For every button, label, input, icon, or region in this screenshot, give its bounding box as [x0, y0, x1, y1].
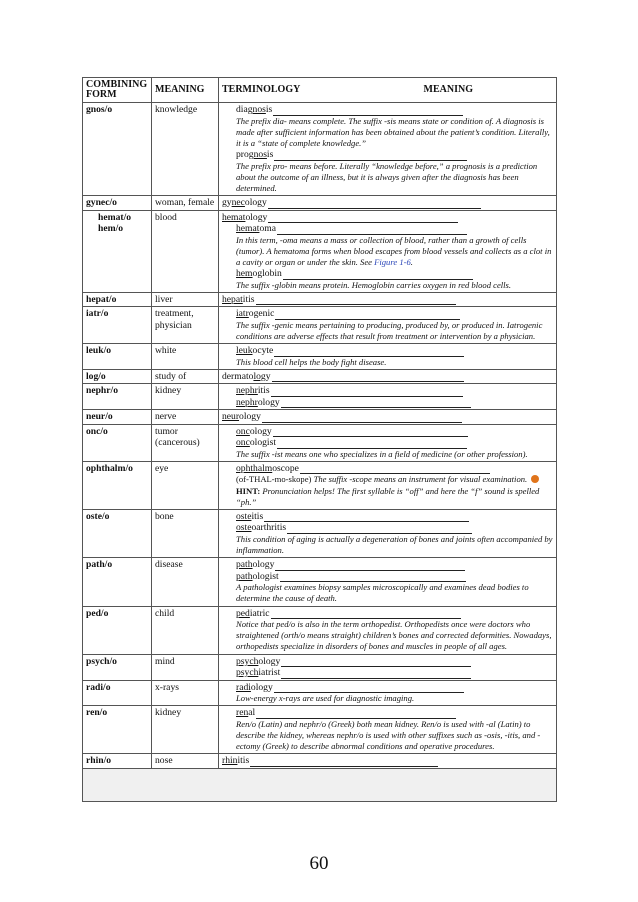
combining-form-cell [83, 558, 152, 606]
term-suffix-text: iatrist [258, 667, 281, 679]
term-explanation [222, 693, 553, 704]
term-suffix-text: ology [249, 425, 272, 437]
meaning-cell: child [152, 606, 219, 654]
terminology-cell [219, 461, 557, 509]
term-line [222, 707, 553, 719]
term-root-underlined: oste [236, 510, 252, 522]
explanation-text: Notice that ped/o is also in the term orthopedist. Orthopedists once were doctors who straightened (orth/o means straight) children’s bones and corrected deformities. Nowadays, orthopedists specialize in disorders of bones and muscles in people of all ages. [236, 619, 552, 652]
term-explanation [222, 235, 553, 269]
term-root-underlined: path [236, 559, 253, 571]
term-word [222, 197, 267, 209]
meaning-answer-blank[interactable] [283, 271, 473, 280]
term-root-underlined: psych [236, 667, 259, 679]
terminology-cell [219, 654, 557, 680]
term-word [236, 707, 255, 719]
terminology-cell [219, 680, 557, 706]
term-word [236, 268, 282, 280]
table-row [83, 606, 557, 654]
term-suffix-text: ology [244, 197, 267, 209]
figure-link[interactable]: Figure 1-6 [374, 256, 411, 267]
table-row [83, 292, 557, 307]
combining-form: gynec/o [86, 197, 117, 209]
meaning-answer-blank[interactable] [256, 296, 456, 305]
term-explanation [222, 320, 553, 342]
term-root-underlined: onc [236, 425, 250, 437]
term-word [236, 437, 276, 449]
table-row [83, 344, 557, 370]
meaning-answer-blank[interactable] [274, 348, 464, 357]
combining-form: hepat/o [86, 293, 117, 305]
combining-form: iatr/o [86, 308, 109, 320]
combining-form: psych/o [86, 655, 117, 667]
term-prefix-text: dermato [222, 370, 254, 382]
combining-form-cell [83, 461, 152, 509]
table-row [83, 196, 557, 211]
term-suffix-text: is [266, 149, 274, 161]
table-row [83, 680, 557, 706]
term-line [222, 522, 553, 534]
meaning-cell: nose [152, 754, 219, 769]
header-terminology-meaning [219, 78, 557, 103]
term-line [222, 268, 553, 280]
table-row [83, 706, 557, 754]
term-root-underlined: hemat [222, 211, 246, 223]
meaning-answer-blank[interactable] [272, 373, 464, 382]
meaning-cell: white [152, 344, 219, 370]
term-root-underlined: hepat [222, 293, 243, 305]
term-word [222, 411, 261, 423]
explanation-text: The suffix -genic means pertaining to producing, produced by, or produced in. Iatrogenic conditions are adverse effects that result from treatment or intervention by a physician. [236, 319, 543, 341]
hint-bullet-icon [531, 475, 539, 483]
table-row [83, 461, 557, 509]
term-line [222, 308, 553, 320]
table-row [83, 210, 557, 292]
term-word [236, 667, 280, 679]
term-word [236, 682, 273, 694]
term-word [222, 371, 271, 383]
term-suffix-text: itis [237, 755, 250, 767]
combining-form-cell [83, 754, 152, 769]
terminology-cell [219, 410, 557, 425]
meaning-answer-blank[interactable] [287, 525, 472, 534]
term-suffix-text: oarthritis [251, 522, 287, 534]
meaning-answer-blank[interactable] [250, 758, 438, 767]
combining-form-cell [83, 292, 152, 307]
term-explanation [222, 357, 553, 368]
term-line [222, 371, 553, 383]
term-line [222, 411, 553, 423]
term-prefix-text: prog [236, 149, 254, 161]
meaning-cell: disease [152, 558, 219, 606]
explanation-text: This condition of aging is actually a degeneration of bones and joints often accompanied by inflammation. [236, 533, 553, 556]
table-row [83, 754, 557, 769]
terminology-cell [219, 754, 557, 769]
combining-form-cell [83, 196, 152, 211]
pronunciation-note [222, 474, 553, 508]
combining-form: leuk/o [86, 345, 112, 357]
term-explanation [222, 449, 553, 460]
term-word [236, 656, 280, 668]
table-row [83, 654, 557, 680]
meaning-answer-blank[interactable] [273, 107, 463, 116]
combining-form: ren/o [86, 707, 108, 719]
term-word [236, 426, 272, 438]
meaning-cell: treatment, physician [152, 307, 219, 344]
term-suffix-text: oma [259, 223, 276, 235]
meaning-cell: nerve [152, 410, 219, 425]
term-line [222, 212, 553, 224]
term-line [222, 755, 553, 767]
term-root-underlined: oste [236, 522, 252, 534]
term-root-underlined: ophthalm [236, 462, 273, 474]
term-line [222, 197, 553, 209]
table-row [83, 103, 557, 196]
explanation-text: Ren/o (Latin) and nephr/o (Greek) both mean kidney. Ren/o is used with -al (Latin) to describe the kidney, whereas nephr/o is used with other suffixes such as -osis, -itis, and -ectomy (Greek) to describe abnormal conditions and operative procedures. [236, 718, 541, 752]
combining-form: hemat/o [98, 211, 132, 223]
meaning-cell: mind [152, 654, 219, 680]
combining-form-cell [83, 384, 152, 410]
term-line [222, 397, 553, 409]
term-explanation [222, 719, 553, 753]
term-suffix-text: itis [257, 385, 270, 397]
combining-form-cell [83, 606, 152, 654]
meaning-answer-blank[interactable] [281, 658, 471, 667]
meaning-cell: kidney [152, 706, 219, 754]
meaning-answer-blank[interactable] [280, 573, 466, 582]
term-suffix-text: ology [258, 655, 281, 667]
term-line [222, 667, 553, 679]
meaning-answer-blank[interactable] [264, 513, 469, 522]
combining-form: log/o [86, 370, 106, 382]
explanation-text: The prefix dia- means complete. The suffix -sis means state or condition of. A diagnosis is made after sufficient information has been obtained about the patient’s condition. Literally, it is a “state of complete knowledge.” [236, 115, 550, 148]
term-word [236, 511, 263, 523]
terminology-cell [219, 369, 557, 384]
term-suffix-text: is [265, 104, 273, 115]
explanation-text-end: . [410, 256, 413, 267]
meaning-cell: kidney [152, 384, 219, 410]
meaning-cell: liver [152, 292, 219, 307]
term-word [236, 149, 273, 161]
meaning-cell: x-rays [152, 680, 219, 706]
terminology-cell [219, 344, 557, 370]
explanation-text: The suffix -globin means protein. Hemoglobin carries oxygen in red blood cells. [236, 279, 512, 290]
term-word [236, 223, 276, 235]
meaning-cell: eye [152, 461, 219, 509]
term-line [222, 345, 553, 357]
term-root-underlined: iatr [236, 308, 249, 320]
meaning-cell: bone [152, 509, 219, 557]
hint-text: Pronunciation helps! The first syllable is “off” and here the “f” sound is spelled “ph.” [236, 485, 540, 507]
combining-form: nephr/o [86, 385, 118, 397]
table-row [83, 424, 557, 461]
meaning-answer-blank[interactable] [281, 399, 471, 408]
meaning-answer-blank[interactable] [274, 152, 467, 161]
term-root-underlined: nos [252, 104, 266, 115]
combining-form-cell [83, 509, 152, 557]
explanation-text: The suffix -ist means one who specializes in a field of medicine (or other profession). [236, 448, 528, 459]
term-word [222, 294, 255, 306]
term-line [222, 149, 553, 161]
table-row [83, 307, 557, 344]
term-suffix-text: ology [250, 681, 273, 693]
term-suffix-text: ology [239, 411, 261, 423]
terminology-cell [219, 210, 557, 292]
term-suffix-text: ology [252, 559, 275, 571]
header-meaning-2: MEANING [423, 83, 473, 95]
meaning-cell: blood [152, 210, 219, 292]
term-root-underlined: nos [253, 149, 267, 161]
explanation-text: A pathologist examines biopsy samples microscopically and examines dead bodies to determine the cause of death. [236, 582, 529, 604]
terminology-cell [219, 558, 557, 606]
term-explanation [222, 582, 553, 604]
term-line [222, 426, 553, 438]
combining-form-cell [83, 344, 152, 370]
term-word [236, 397, 280, 409]
term-suffix-text: al [248, 707, 256, 719]
combining-form-cell [83, 103, 152, 196]
term-line [222, 656, 553, 668]
term-word [222, 755, 249, 767]
header-meaning: MEANING [152, 78, 219, 103]
terminology-cell [219, 196, 557, 211]
term-root-underlined: nephr [236, 396, 258, 408]
term-suffix-text: ology [257, 396, 280, 408]
term-suffix-text: ology [245, 211, 268, 223]
term-word [236, 104, 272, 116]
term-suffix-text: itis [242, 293, 255, 305]
term-root-underlined: neur [222, 411, 240, 423]
hint-label: HINT: [236, 485, 261, 496]
combining-form: hem/o [98, 223, 124, 235]
terminology-cell [219, 606, 557, 654]
combining-forms-table [82, 77, 557, 769]
combining-form-cell [83, 369, 152, 384]
terminology-cell [219, 424, 557, 461]
combining-form: ophthalm/o [86, 462, 133, 474]
combining-form: path/o [86, 559, 113, 571]
term-word [236, 385, 270, 397]
empty-table-row [82, 769, 557, 802]
term-suffix-text: ologist [252, 570, 279, 582]
combining-form: gnos/o [86, 104, 113, 115]
page-number: 60 [309, 853, 329, 874]
meaning-answer-blank[interactable] [274, 684, 464, 693]
table-header-row [83, 78, 557, 103]
meaning-answer-blank[interactable] [281, 670, 471, 679]
term-root-underlined: log [253, 370, 266, 382]
meaning-answer-blank[interactable] [271, 388, 463, 397]
explanation-text: This blood cell helps the body fight disease. [236, 356, 387, 367]
meaning-answer-blank[interactable] [277, 440, 467, 449]
term-root-underlined: rhin [222, 755, 238, 767]
combining-form-cell [83, 706, 152, 754]
meaning-answer-blank[interactable] [277, 226, 467, 235]
term-suffix-text: y [265, 370, 271, 382]
terminology-cell [219, 307, 557, 344]
explanation-text: In this term, -oma means a mass or collection of blood, rather than a growth of cells (tumor). A hematoma forms when blood escapes from blood vessels and collects as a clot in a cavity or organ or under the skin. See [236, 234, 552, 267]
combining-form: ped/o [86, 607, 109, 619]
combining-form-cell [83, 654, 152, 680]
term-root-underlined: psych [236, 655, 259, 667]
meaning-answer-blank[interactable] [275, 562, 465, 571]
table-row [83, 410, 557, 425]
term-line [222, 223, 553, 235]
term-explanation [222, 280, 553, 291]
term-prefix-text: diag [236, 104, 253, 115]
meaning-answer-blank[interactable] [256, 710, 456, 719]
term-line [222, 294, 553, 306]
term-prefix-text: gy [222, 197, 232, 209]
term-suffix-text: oscope [272, 462, 299, 474]
meaning-cell: woman, female [152, 196, 219, 211]
term-word [236, 345, 273, 357]
term-root-underlined: hem [236, 268, 253, 280]
terminology-cell [219, 384, 557, 410]
glossary-sheet [82, 77, 556, 802]
term-suffix-text: ologist [249, 437, 276, 449]
combining-form: radi/o [86, 681, 111, 693]
term-root-underlined: ped [236, 607, 250, 619]
combining-form-cell [83, 307, 152, 344]
term-root-underlined: ren [236, 707, 249, 719]
combining-form-cell [83, 424, 152, 461]
term-suffix-text: oglobin [252, 268, 282, 280]
table-row [83, 509, 557, 557]
table-row [83, 384, 557, 410]
term-explanation [222, 161, 553, 195]
pronunciation-text: (of-THAL-mo-skope) [236, 474, 314, 485]
terminology-cell [219, 103, 557, 196]
term-line [222, 511, 553, 523]
term-root-underlined: onc [236, 437, 250, 449]
term-word [222, 212, 267, 224]
meaning-answer-blank[interactable] [268, 214, 458, 223]
term-explanation [222, 534, 553, 556]
term-line [222, 437, 553, 449]
explanation-text: The prefix pro- means before. Literally “knowledge before,” a prognosis is a prediction about the outcome of an illness, but it is always given after the diagnosis has been determined. [236, 160, 538, 193]
combining-form: oste/o [86, 510, 110, 522]
term-word [236, 308, 274, 320]
term-line [222, 559, 553, 571]
header-combining-form: COMBINING FORM [83, 78, 152, 103]
term-line [222, 571, 553, 583]
explanation-text: Low-energy x-rays are used for diagnostic imaging. [236, 693, 415, 704]
term-word [236, 608, 270, 620]
term-explanation [222, 116, 553, 150]
combining-form-cell [83, 410, 152, 425]
meaning-cell: knowledge [152, 103, 219, 196]
term-line [222, 682, 553, 694]
terminology-cell [219, 292, 557, 307]
header-terminology: TERMINOLOGY [222, 83, 301, 95]
combining-form: rhin/o [86, 755, 112, 767]
explanation-text: The suffix -scope means an instrument for visual examination. [313, 474, 530, 485]
term-explanation [222, 619, 553, 653]
term-word [236, 571, 279, 583]
term-root-underlined: nephr [236, 385, 258, 397]
terminology-cell [219, 509, 557, 557]
term-line [222, 608, 553, 620]
term-line [222, 463, 553, 475]
table-row [83, 558, 557, 606]
term-line [222, 385, 553, 397]
meaning-answer-blank[interactable] [300, 465, 490, 474]
combining-form: onc/o [86, 425, 108, 437]
term-suffix-text: ogenic [248, 308, 275, 320]
combining-form-cell [83, 210, 152, 292]
term-root-underlined: radi [236, 681, 251, 693]
meaning-answer-blank[interactable] [262, 414, 462, 423]
combining-form: neur/o [86, 411, 113, 423]
terminology-cell [219, 706, 557, 754]
term-suffix-text: itis [251, 510, 264, 522]
term-suffix-text: ocyte [252, 345, 274, 357]
meaning-cell: tumor (cancerous) [152, 424, 219, 461]
meaning-answer-blank[interactable] [275, 311, 460, 320]
meaning-answer-blank[interactable] [271, 610, 461, 619]
term-root-underlined: path [236, 570, 253, 582]
term-suffix-text: iatric [249, 607, 270, 619]
term-word [236, 522, 286, 534]
term-word [236, 463, 299, 475]
meaning-answer-blank[interactable] [268, 200, 481, 209]
term-line [222, 104, 553, 116]
table-row [83, 369, 557, 384]
term-root-underlined: nec [231, 197, 245, 209]
meaning-answer-blank[interactable] [273, 428, 468, 437]
combining-form-cell [83, 680, 152, 706]
term-word [236, 559, 274, 571]
term-root-underlined: leuk [236, 345, 253, 357]
term-root-underlined: hemat [236, 223, 260, 235]
meaning-cell: study of [152, 369, 219, 384]
table-body [83, 103, 557, 769]
